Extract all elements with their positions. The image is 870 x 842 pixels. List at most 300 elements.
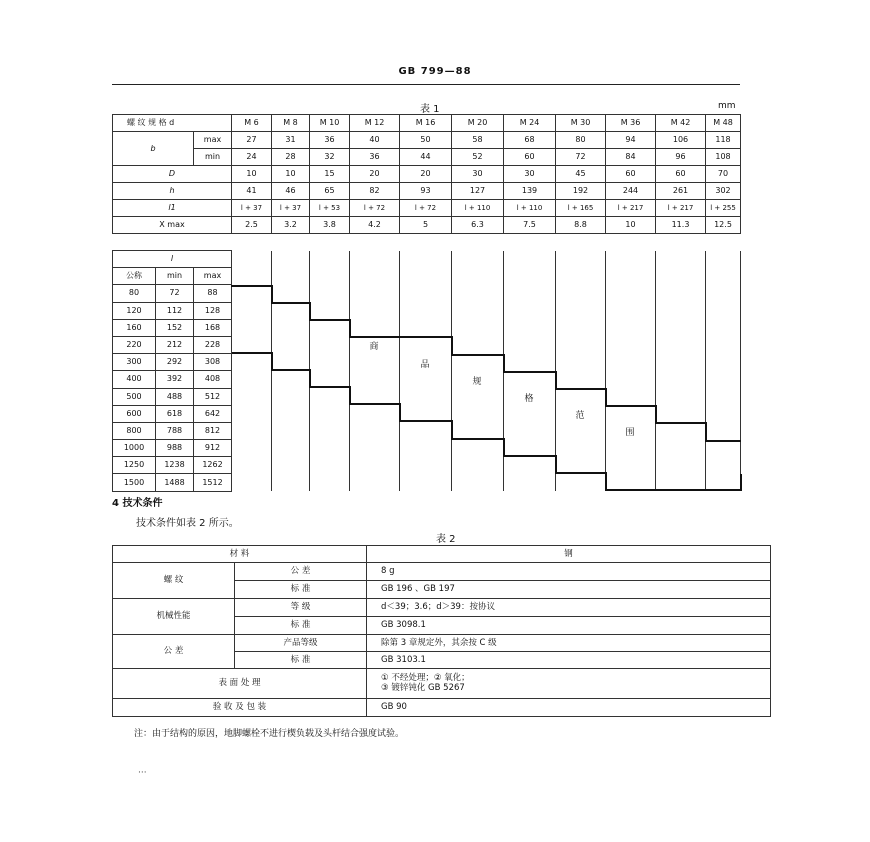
grid-cell [400, 474, 452, 491]
t2-value: GB 3103.1 [367, 652, 771, 669]
grid-cell [504, 474, 556, 491]
h-cell: 127 [452, 183, 504, 200]
range-boundary-line [706, 440, 741, 442]
D-row [113, 166, 741, 183]
D-cell: 10 [272, 166, 310, 183]
length-value: 408 [194, 371, 232, 388]
l1-cell: l + 217 [656, 200, 706, 217]
range-boundary-line [740, 474, 742, 491]
x-cell: 8.8 [556, 217, 606, 234]
grid-cell [350, 457, 400, 474]
grid-cell [232, 268, 272, 285]
length-row [113, 285, 741, 302]
t2-group-thread: 螺 纹 [113, 563, 235, 599]
spec-cell: M 6 [232, 115, 272, 132]
grid-cell [504, 371, 556, 388]
grid-cell [452, 302, 504, 319]
grid-cell [556, 336, 606, 353]
grid-cell [232, 457, 272, 474]
grid-cell [452, 440, 504, 457]
grid-cell [656, 422, 706, 439]
h-row [113, 183, 741, 200]
spec-cell: M 16 [400, 115, 452, 132]
grid-cell [706, 440, 741, 457]
h-cell: 139 [504, 183, 556, 200]
range-label-char: 商 [369, 342, 379, 353]
grid-cell [656, 302, 706, 319]
t2-group-mech: 机械性能 [113, 599, 235, 635]
grid-cell [556, 371, 606, 388]
range-boundary-line [232, 352, 272, 354]
grid-cell [504, 285, 556, 302]
b-max-cell: 58 [452, 132, 504, 149]
b-min-cell: 72 [556, 149, 606, 166]
b-min-cell: 24 [232, 149, 272, 166]
grid-cell [656, 388, 706, 405]
D-cell: 30 [452, 166, 504, 183]
length-value: 800 [113, 422, 156, 439]
D-cell: 20 [400, 166, 452, 183]
b-max-cell: 40 [350, 132, 400, 149]
grid-cell [452, 457, 504, 474]
grid-cell [452, 285, 504, 302]
grid-cell [606, 285, 656, 302]
length-value: 300 [113, 354, 156, 371]
grid-cell [656, 251, 706, 268]
grid-cell [400, 302, 452, 319]
t2-row [113, 699, 771, 717]
t2-head-right: 钢 [367, 546, 771, 563]
grid-cell [656, 371, 706, 388]
b-max-label: max [194, 132, 232, 149]
range-boundary-line [605, 388, 607, 407]
l-col-header: 公称 [113, 268, 156, 285]
header-rule [112, 84, 740, 85]
b-min-cell: 28 [272, 149, 310, 166]
D-label: D [113, 166, 232, 183]
grid-cell [606, 251, 656, 268]
range-boundary-line [556, 388, 606, 390]
grid-cell [350, 354, 400, 371]
length-value: 488 [156, 388, 194, 405]
range-boundary-line [706, 489, 741, 491]
b-max-row [113, 132, 741, 149]
grid-cell [272, 302, 310, 319]
range-boundary-line [271, 285, 273, 304]
grid-cell [706, 405, 741, 422]
grid-cell [452, 388, 504, 405]
grid-cell [504, 354, 556, 371]
b-max-cell: 94 [606, 132, 656, 149]
D-cell: 60 [656, 166, 706, 183]
h-cell: 41 [232, 183, 272, 200]
range-boundary-line [309, 369, 311, 388]
grid-cell [556, 251, 606, 268]
grid-cell [310, 457, 350, 474]
grid-cell [504, 302, 556, 319]
range-label-char: 规 [472, 376, 482, 387]
h-cell: 302 [706, 183, 741, 200]
length-value: 400 [113, 371, 156, 388]
range-boundary-line [272, 369, 310, 371]
grid-cell [350, 474, 400, 491]
range-boundary-line [310, 386, 350, 388]
grid-cell [272, 336, 310, 353]
l1-cell: l + 37 [272, 200, 310, 217]
range-boundary-line [309, 302, 311, 321]
l1-label: l1 [113, 200, 232, 217]
grid-cell [706, 354, 741, 371]
range-boundary-line [556, 472, 606, 474]
grid-cell [350, 422, 400, 439]
range-boundary-line [655, 405, 657, 424]
grid-cell [556, 302, 606, 319]
t2-value: 8 g [367, 563, 771, 581]
range-boundary-line [504, 455, 556, 457]
l1-cell: l + 165 [556, 200, 606, 217]
b-min-cell: 60 [504, 149, 556, 166]
x-cell: 4.2 [350, 217, 400, 234]
grid-cell [556, 285, 606, 302]
D-cell: 45 [556, 166, 606, 183]
grid-cell [656, 405, 706, 422]
l1-cell: l + 53 [310, 200, 350, 217]
grid-cell [400, 251, 452, 268]
b-max-cell: 106 [656, 132, 706, 149]
range-label-char: 品 [420, 359, 430, 370]
grid-cell [556, 474, 606, 491]
b-min-cell: 36 [350, 149, 400, 166]
spec-cell: M 10 [310, 115, 350, 132]
grid-cell [504, 251, 556, 268]
grid-cell [232, 422, 272, 439]
length-value: 1500 [113, 474, 156, 491]
grid-cell [556, 268, 606, 285]
grid-cell [400, 319, 452, 336]
spec-cell: M 30 [556, 115, 606, 132]
grid-cell [310, 388, 350, 405]
length-value: 1250 [113, 457, 156, 474]
length-value: 152 [156, 319, 194, 336]
grid-cell [400, 422, 452, 439]
range-boundary-line [350, 336, 400, 338]
length-value: 120 [113, 302, 156, 319]
range-boundary-line [656, 489, 706, 491]
spec-cell: M 20 [452, 115, 504, 132]
length-row [113, 457, 741, 474]
grid-cell [310, 268, 350, 285]
b-max-cell: 80 [556, 132, 606, 149]
range-boundary-line [350, 403, 400, 405]
range-boundary-line [400, 420, 452, 422]
grid-cell [656, 457, 706, 474]
table1-length-grid [112, 250, 741, 492]
grid-cell [656, 268, 706, 285]
x-cell: 6.3 [452, 217, 504, 234]
l-label: l [113, 251, 232, 268]
page-footer: ··· [138, 768, 147, 778]
range-boundary-line [451, 420, 453, 439]
length-value: 912 [194, 440, 232, 457]
b-max-cell: 36 [310, 132, 350, 149]
grid-cell [706, 268, 741, 285]
range-boundary-line [503, 438, 505, 457]
length-value: 228 [194, 336, 232, 353]
grid-cell [606, 457, 656, 474]
x-cell: 11.3 [656, 217, 706, 234]
table2-technical-conditions [112, 545, 771, 717]
length-value: 600 [113, 405, 156, 422]
range-boundary-line [349, 319, 351, 338]
spec-cell: M 48 [706, 115, 741, 132]
grid-cell [606, 319, 656, 336]
t2-accept-value: GB 90 [367, 699, 771, 717]
grid-cell [272, 371, 310, 388]
spec-cell: M 8 [272, 115, 310, 132]
grid-cell [400, 371, 452, 388]
t2-head-row [113, 546, 771, 563]
grid-l-subheader-row [113, 268, 741, 285]
D-cell: 60 [606, 166, 656, 183]
t2-sub: 标 准 [235, 617, 367, 635]
range-boundary-line [271, 352, 273, 371]
grid-cell [272, 422, 310, 439]
l-col-header: max [194, 268, 232, 285]
grid-cell [232, 371, 272, 388]
h-cell: 192 [556, 183, 606, 200]
t2-value: GB 3098.1 [367, 617, 771, 635]
t2-surface-value [367, 669, 771, 699]
grid-cell [556, 440, 606, 457]
grid-cell [400, 388, 452, 405]
l1-cell: l + 72 [400, 200, 452, 217]
grid-cell [310, 285, 350, 302]
section4-heading: 4 技术条件 [112, 498, 163, 509]
length-value: 220 [113, 336, 156, 353]
length-value: 72 [156, 285, 194, 302]
length-value: 618 [156, 405, 194, 422]
spec-cell: M 36 [606, 115, 656, 132]
grid-cell [272, 251, 310, 268]
grid-cell [350, 319, 400, 336]
t2-sub: 公 差 [235, 563, 367, 581]
grid-cell [350, 371, 400, 388]
b-min-cell: 84 [606, 149, 656, 166]
spec-cell: M 12 [350, 115, 400, 132]
length-value: 128 [194, 302, 232, 319]
range-boundary-line [399, 403, 401, 422]
range-label-char: 格 [524, 394, 534, 404]
l1-cell: l + 217 [606, 200, 656, 217]
b-max-cell: 31 [272, 132, 310, 149]
grid-cell [272, 285, 310, 302]
range-boundary-line [605, 472, 607, 491]
length-value: 500 [113, 388, 156, 405]
h-label: h [113, 183, 232, 200]
b-max-cell: 118 [706, 132, 741, 149]
grid-cell [556, 388, 606, 405]
grid-cell [504, 457, 556, 474]
grid-cell [556, 354, 606, 371]
grid-cell [272, 319, 310, 336]
grid-cell [606, 440, 656, 457]
grid-cell [452, 319, 504, 336]
length-value: 988 [156, 440, 194, 457]
grid-cell [656, 336, 706, 353]
grid-cell [400, 336, 452, 353]
length-value: 212 [156, 336, 194, 353]
x-cell: 2.5 [232, 217, 272, 234]
grid-cell [706, 251, 741, 268]
l1-cell: l + 255 [706, 200, 741, 217]
table-note: 注：由于结构的原因，地脚螺栓不进行楔负载及头杆结合强度试验。 [134, 729, 405, 739]
grid-cell [504, 336, 556, 353]
grid-cell [452, 268, 504, 285]
length-value: 292 [156, 354, 194, 371]
h-cell: 93 [400, 183, 452, 200]
grid-cell [232, 440, 272, 457]
l1-cell: l + 37 [232, 200, 272, 217]
spec-cell: M 42 [656, 115, 706, 132]
h-cell: 46 [272, 183, 310, 200]
grid-cell [232, 388, 272, 405]
grid-cell [606, 388, 656, 405]
grid-cell [504, 405, 556, 422]
t2-head-left: 材 料 [113, 546, 367, 563]
grid-cell [606, 336, 656, 353]
length-value: 812 [194, 422, 232, 439]
grid-cell [656, 319, 706, 336]
x-cell: 7.5 [504, 217, 556, 234]
length-value: 512 [194, 388, 232, 405]
grid-cell [350, 251, 400, 268]
length-row [113, 440, 741, 457]
grid-cell [400, 457, 452, 474]
length-value: 160 [113, 319, 156, 336]
length-value: 112 [156, 302, 194, 319]
grid-cell [400, 268, 452, 285]
grid-cell [310, 336, 350, 353]
t2-surface-line: ① 不经处理；② 氧化； [381, 672, 470, 683]
x-cell: 5 [400, 217, 452, 234]
grid-cell [310, 440, 350, 457]
range-boundary-line [452, 354, 504, 356]
grid-cell [556, 422, 606, 439]
x-row [113, 217, 741, 234]
t2-value: 除第 3 章规定外，其余按 C 级 [367, 635, 771, 652]
grid-cell [504, 422, 556, 439]
h-cell: 65 [310, 183, 350, 200]
grid-cell [556, 319, 606, 336]
length-value: 80 [113, 285, 156, 302]
grid-cell [452, 354, 504, 371]
range-boundary-line [349, 386, 351, 405]
grid-cell [272, 457, 310, 474]
grid-cell [272, 440, 310, 457]
grid-cell [232, 319, 272, 336]
length-value: 1488 [156, 474, 194, 491]
h-cell: 82 [350, 183, 400, 200]
grid-cell [706, 371, 741, 388]
t2-surface-label: 表 面 处 理 [113, 669, 367, 699]
b-max-cell: 50 [400, 132, 452, 149]
range-boundary-line [555, 371, 557, 390]
t2-sub: 产品等级 [235, 635, 367, 652]
b-max-cell: 27 [232, 132, 272, 149]
range-boundary-line [231, 285, 233, 287]
grid-cell [310, 302, 350, 319]
t2-group-tol: 公 差 [113, 635, 235, 669]
range-label-char: 围 [625, 428, 635, 439]
l1-cell: l + 110 [504, 200, 556, 217]
b-min-label: min [194, 149, 232, 166]
t2-sub: 标 准 [235, 581, 367, 599]
length-value: 1000 [113, 440, 156, 457]
length-value: 308 [194, 354, 232, 371]
grid-cell [606, 371, 656, 388]
grid-cell [706, 302, 741, 319]
grid-cell [606, 354, 656, 371]
grid-cell [350, 285, 400, 302]
t2-row [113, 599, 771, 617]
grid-cell [272, 268, 310, 285]
grid-cell [706, 388, 741, 405]
spec-row [113, 115, 741, 132]
grid-cell [706, 319, 741, 336]
b-min-cell: 52 [452, 149, 504, 166]
section4-text: 技术条件如表 2 所示。 [136, 518, 239, 529]
grid-cell [452, 474, 504, 491]
grid-cell [606, 405, 656, 422]
grid-cell [504, 319, 556, 336]
grid-cell [232, 302, 272, 319]
grid-l-header-row [113, 251, 741, 268]
b-min-cell: 108 [706, 149, 741, 166]
t2-value: d＜39；3.6；d＞39：按协议 [367, 599, 771, 617]
x-cell: 12.5 [706, 217, 741, 234]
b-min-cell: 96 [656, 149, 706, 166]
range-boundary-line [555, 455, 557, 474]
grid-cell [310, 474, 350, 491]
document-header: GB 799—88 [398, 66, 472, 77]
length-row [113, 302, 741, 319]
table1-caption: 表 1 [420, 104, 440, 115]
grid-cell [452, 336, 504, 353]
grid-cell [272, 405, 310, 422]
t2-row [113, 563, 771, 581]
t2-accept-label: 验 收 及 包 装 [113, 699, 367, 717]
l1-cell: l + 110 [452, 200, 504, 217]
grid-cell [350, 440, 400, 457]
grid-cell [706, 336, 741, 353]
grid-cell [310, 422, 350, 439]
D-cell: 30 [504, 166, 556, 183]
grid-cell [272, 388, 310, 405]
grid-cell [310, 354, 350, 371]
length-row [113, 336, 741, 353]
range-boundary-line [232, 285, 272, 287]
table1-unit: mm [718, 101, 736, 111]
grid-cell [606, 268, 656, 285]
length-value: 788 [156, 422, 194, 439]
x-cell: 3.8 [310, 217, 350, 234]
D-cell: 10 [232, 166, 272, 183]
length-value: 642 [194, 405, 232, 422]
grid-cell [232, 474, 272, 491]
grid-cell [400, 285, 452, 302]
t2-sub: 等 级 [235, 599, 367, 617]
length-row [113, 388, 741, 405]
